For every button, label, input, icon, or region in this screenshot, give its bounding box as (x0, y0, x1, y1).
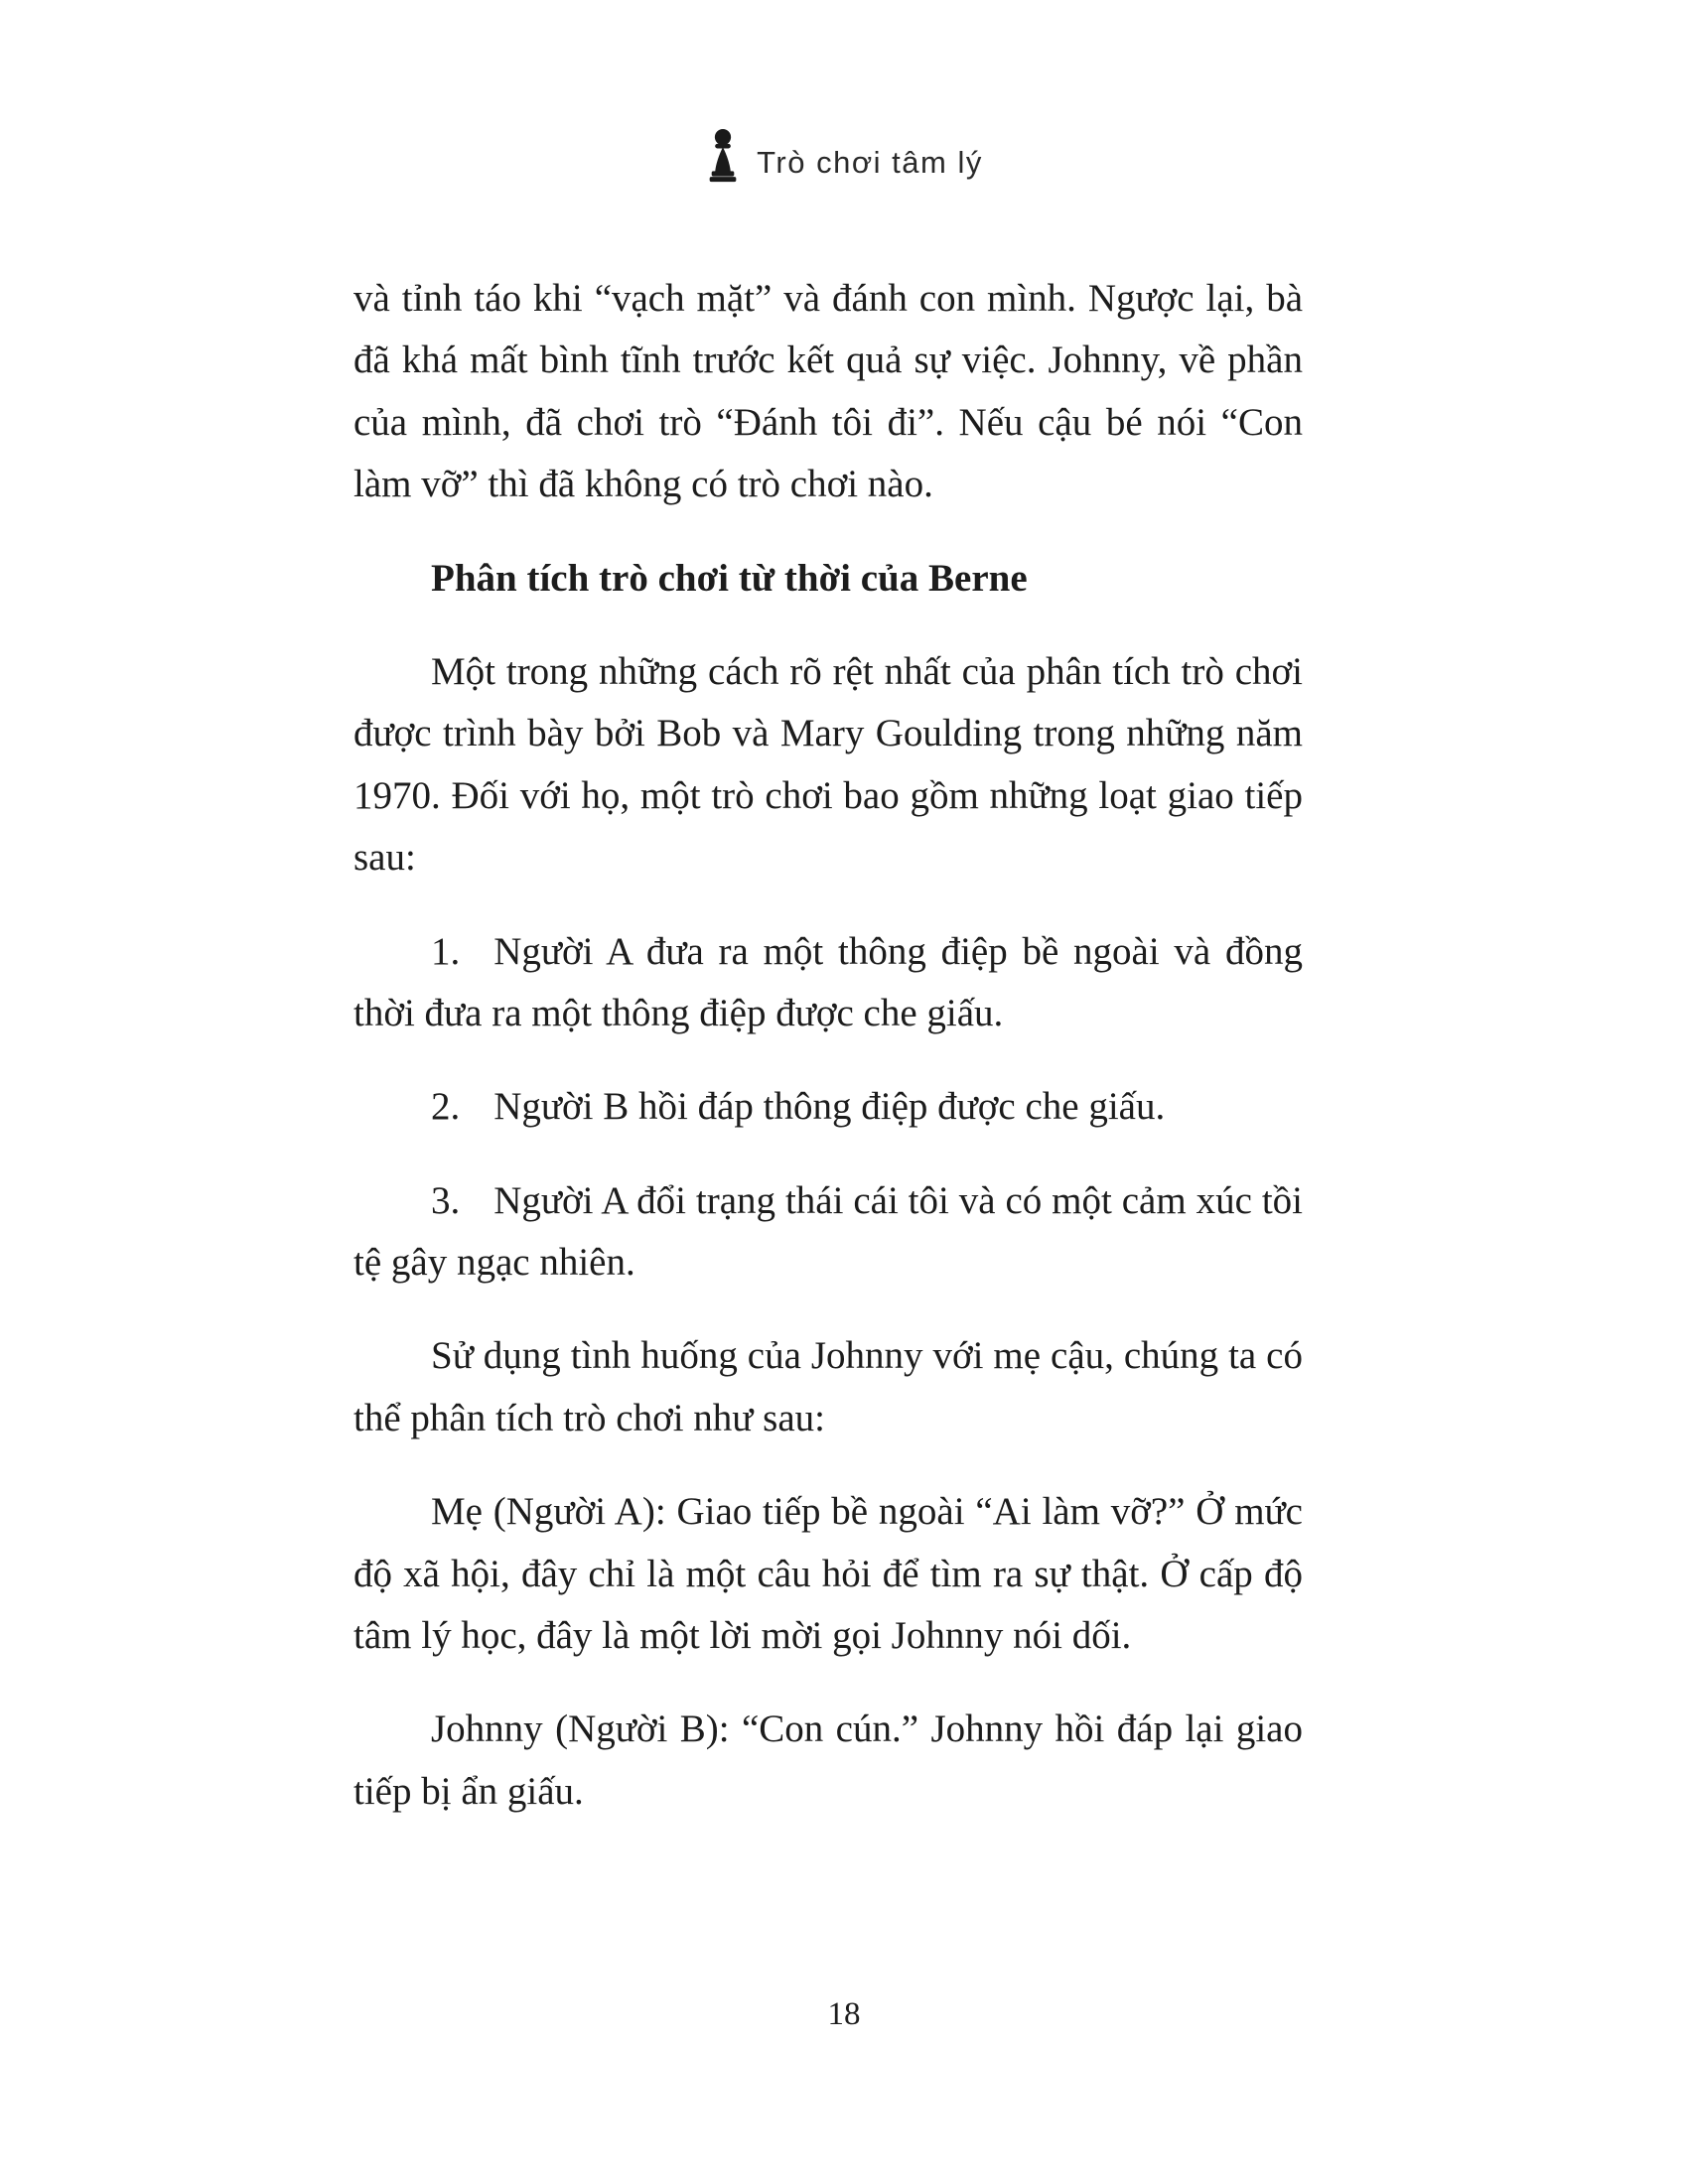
book-title: Trò chơi tâm lý (757, 145, 983, 180)
list-item (353, 1076, 1303, 1138)
page-header (0, 0, 1688, 185)
list-item-number: 2. (431, 1085, 461, 1129)
page-number: 18 (827, 1996, 861, 2032)
paragraph: Một trong những cách rõ rệt nhất của phân tích trò chơi được trình bày bởi Bob và Mary Goulding trong những năm 1970. Đối với họ, một trò chơi bao gồm những loạt giao tiếp sau: (353, 649, 1303, 880)
list-item-number: 1. (431, 929, 461, 973)
list-item-text: Người B hồi đáp thông điệp được che giấu. (493, 1085, 1166, 1129)
chess-pawn-icon (705, 127, 741, 185)
section-heading: Phân tích trò chơi từ thời của Berne (431, 556, 1028, 600)
paragraph: và tỉnh táo khi “vạch mặt” và đánh con mình. Ngược lại, bà đã khá mất bình tĩnh trước kết quả sự việc. Johnny, về phần của mình, đã chơi trò “Đánh tôi đi”. Nếu cậu bé nói “Con làm vỡ” thì đã không có trò chơi nào. (353, 277, 1303, 506)
list-item (353, 1170, 1303, 1295)
page-footer (0, 1996, 1688, 2033)
list-item-text: Người A đưa ra một thông điệp bề ngoài và đồng thời đưa ra một thông điệp được che giấu. (353, 929, 1303, 1034)
list-item-text: Người A đổi trạng thái cái tôi và có một cảm xúc tồi tệ gây ngạc nhiên. (353, 1178, 1303, 1285)
page-content (353, 268, 1303, 1823)
paragraph: Sử dụng tình huống của Johnny với mẹ cậu, chúng ta có thể phân tích trò chơi như sau: (353, 1334, 1303, 1439)
paragraph: Mẹ (Người A): Giao tiếp bề ngoài “Ai làm vỡ?” Ở mức độ xã hội, đây chỉ là một câu hỏi để tìm ra sự thật. Ở cấp độ tâm lý học, đây là một lời mời gọi Johnny nói dối. (353, 1490, 1303, 1658)
paragraph: Johnny (Người B): “Con cún.” Johnny hồi đáp lại giao tiếp bị ẩn giấu. (353, 1707, 1303, 1813)
list-item (353, 921, 1303, 1045)
list-item-number: 3. (431, 1178, 461, 1222)
